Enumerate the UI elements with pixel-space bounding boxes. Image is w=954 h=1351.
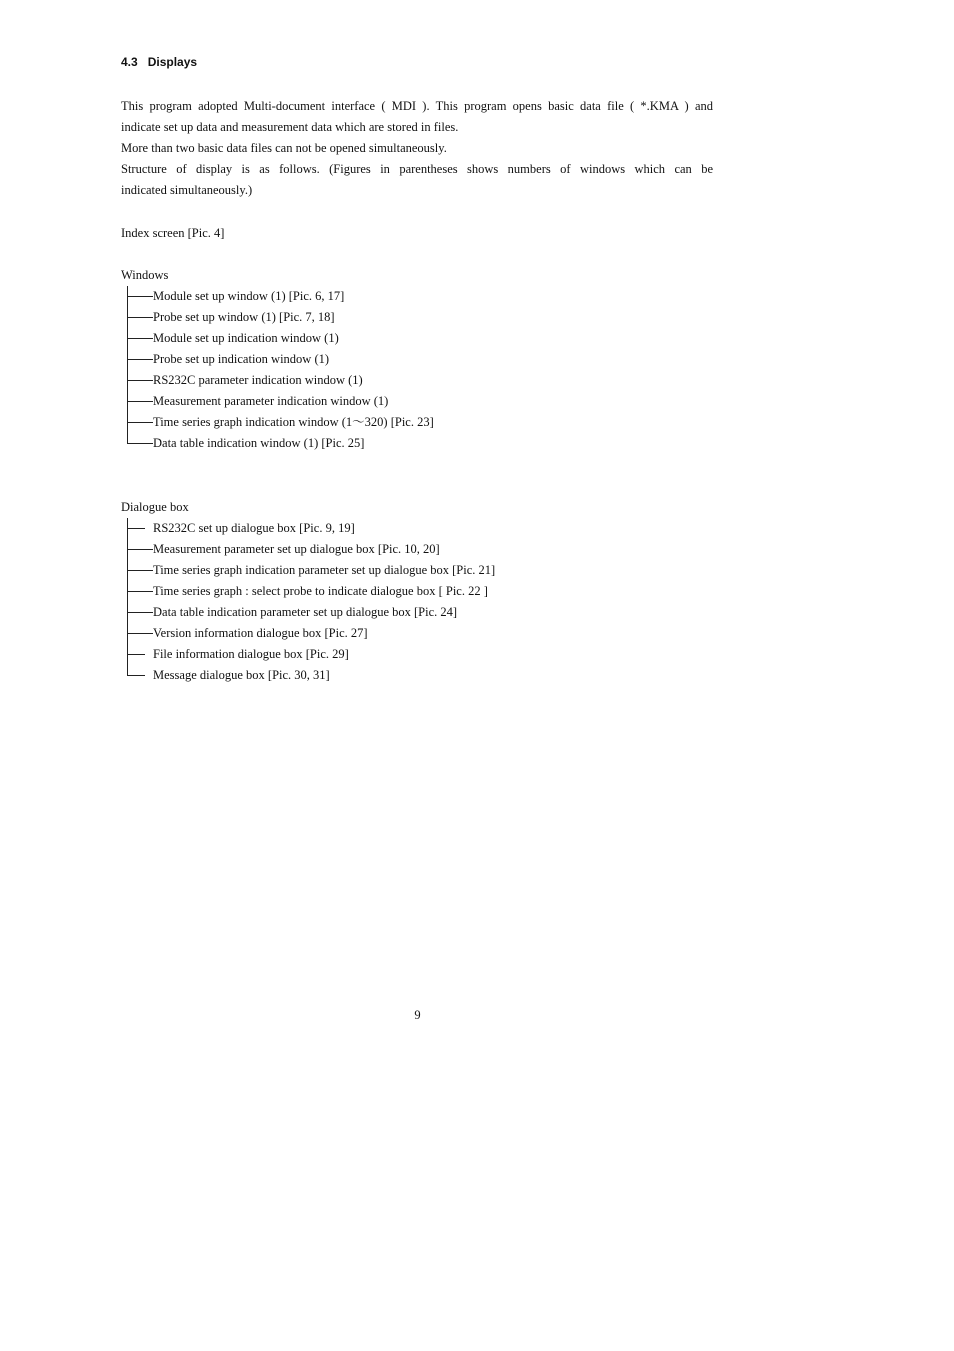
tree-branch-line xyxy=(127,401,153,402)
tree-branch-line xyxy=(127,549,153,550)
windows-label: Windows xyxy=(121,268,169,282)
index-screen-label: Index screen [Pic. 4] xyxy=(121,226,225,240)
tree-item-label: Message dialogue box [Pic. 30, 31] xyxy=(153,668,330,682)
section-heading xyxy=(121,55,197,69)
tree-item-label: Time series graph : select probe to indicate dialogue box [ Pic. 22 ] xyxy=(153,584,488,598)
tree-item-label: RS232C set up dialogue box [Pic. 9, 19] xyxy=(153,521,355,535)
tree-branch-line xyxy=(127,317,153,318)
tree-branch-line xyxy=(127,654,145,655)
tree-trunk-line xyxy=(127,286,128,444)
tree-branch-line xyxy=(127,591,153,592)
tree-item-label: Module set up window (1) [Pic. 6, 17] xyxy=(153,289,345,303)
tree-branch-line xyxy=(127,296,153,297)
tree-item-label: File information dialogue box [Pic. 29] xyxy=(153,647,349,661)
page-number: 9 xyxy=(414,1008,421,1022)
intro-paragraph xyxy=(121,96,713,201)
tree-branch-line xyxy=(127,612,153,613)
tree-item-label: Data table indication parameter set up dialogue box [Pic. 24] xyxy=(153,605,458,619)
intro-line: Structure of display is as follows. (Figures in parentheses shows numbers of windows which can be xyxy=(121,162,713,176)
tree-item-label: Time series graph indication parameter set up dialogue box [Pic. 21] xyxy=(153,563,496,577)
section-number: 4.3 xyxy=(121,55,138,69)
tree-branch-line xyxy=(127,422,153,423)
tree-branch-line xyxy=(127,675,145,676)
tree-branch-line xyxy=(127,338,153,339)
tree-item-label: Probe set up window (1) [Pic. 7, 18] xyxy=(153,310,335,324)
tree-branch-line xyxy=(127,443,153,444)
tree-item-label: RS232C parameter indication window (1) xyxy=(153,373,363,387)
intro-line: This program adopted Multi-document interface ( MDI ). This program opens basic data file ( *.KMA ) and xyxy=(121,99,713,113)
tree-branch-line xyxy=(127,528,145,529)
tree-item-label: Measurement parameter indication window (1) xyxy=(153,394,389,408)
tree-branch-line xyxy=(127,570,153,571)
intro-line: indicated simultaneously.) xyxy=(121,183,253,197)
tree-item-label: Module set up indication window (1) xyxy=(153,331,339,345)
tree-item-label: Measurement parameter set up dialogue box [Pic. 10, 20] xyxy=(153,542,440,556)
tree-item-label: Version information dialogue box [Pic. 27] xyxy=(153,626,368,640)
intro-line: indicate set up data and measurement data which are stored in files. xyxy=(121,120,459,134)
tree-trunk-line xyxy=(127,518,128,676)
dialogue-box-label: Dialogue box xyxy=(121,500,189,514)
tree-branch-line xyxy=(127,633,153,634)
tree-item-label: Probe set up indication window (1) xyxy=(153,352,330,366)
tree-item-label: Data table indication window (1) [Pic. 25] xyxy=(153,436,365,450)
tree-branch-line xyxy=(127,359,153,360)
tree-item-label: Time series graph indication window (1～320) [Pic. 23] xyxy=(153,415,434,429)
intro-line: More than two basic data files can not be opened simultaneously. xyxy=(121,141,447,155)
tree-branch-line xyxy=(127,380,153,381)
section-title: Displays xyxy=(147,55,198,69)
